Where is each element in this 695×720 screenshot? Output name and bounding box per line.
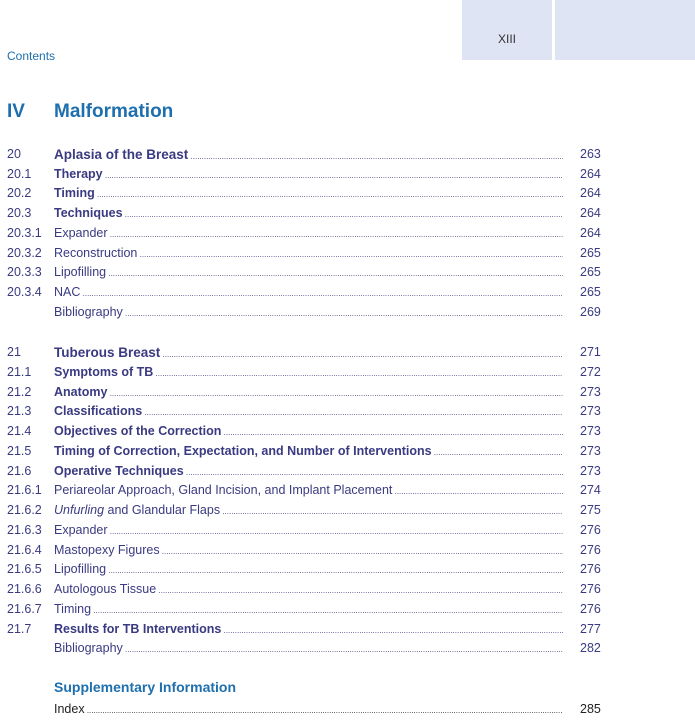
- toc-entry-leader: [54, 265, 563, 279]
- toc-entry-page: 273: [580, 463, 601, 478]
- toc-entry-title: Autologous Tissue: [54, 582, 157, 596]
- toc-entry-number: 20.2: [7, 186, 32, 201]
- toc-entry-leader: [54, 285, 563, 299]
- toc-entry-title: Results for TB Interventions: [54, 621, 222, 636]
- running-title: Contents: [7, 49, 56, 63]
- toc-entry-leader: [54, 424, 563, 438]
- page-number: XIII: [497, 32, 516, 46]
- toc-entry-leader: [54, 464, 563, 478]
- toc-entry-leader: [54, 226, 563, 240]
- toc-entry-page: 265: [580, 245, 601, 260]
- toc-entry-number: 20: [7, 147, 21, 161]
- toc-entry-number: 21.6.1: [7, 483, 42, 498]
- toc-entry-page: 275: [580, 503, 601, 517]
- toc-entry-page: 265: [580, 265, 601, 280]
- toc-entry[interactable]: [0, 345, 695, 363]
- toc-entry-leader: [54, 641, 563, 655]
- toc-entry[interactable]: [0, 365, 695, 383]
- toc-entry[interactable]: [0, 483, 695, 501]
- toc-entry-page: 273: [580, 404, 601, 419]
- toc-entry[interactable]: [0, 424, 695, 442]
- toc-entry-number: 20.3.4: [7, 284, 42, 299]
- toc-entry-leader: [54, 503, 563, 517]
- toc-entry-page: 282: [580, 641, 601, 656]
- toc-entry-page: 277: [580, 621, 601, 636]
- toc-entry[interactable]: [0, 622, 695, 640]
- toc-entry-leader: [54, 206, 563, 220]
- supplementary-heading: Supplementary Information: [54, 679, 237, 695]
- toc-entry[interactable]: [0, 444, 695, 462]
- toc-entry-leader: [54, 702, 563, 716]
- toc-entry-number: 21.7: [7, 621, 32, 636]
- header-box-decor: [555, 0, 695, 60]
- toc-entry[interactable]: [0, 562, 695, 580]
- toc-entry-title: Expander: [54, 522, 108, 537]
- toc-entry-title: Reconstruction: [54, 245, 138, 260]
- toc-entry[interactable]: [0, 641, 695, 659]
- toc-entry-title: Classifications: [54, 404, 143, 419]
- toc-entry[interactable]: [0, 206, 695, 224]
- toc-entry-number: 20.1: [7, 166, 32, 181]
- part-number: IV: [7, 101, 25, 122]
- toc-entry-title: Timing of Correction, Expectation, and Number of Interventions: [54, 443, 432, 458]
- toc-entry[interactable]: [0, 464, 695, 482]
- toc-entry-page: 269: [580, 304, 601, 319]
- toc-entry-number: 21.5: [7, 443, 32, 458]
- toc-entry[interactable]: [0, 543, 695, 561]
- toc-entry-page: 285: [580, 702, 601, 716]
- toc-entry-number: 21.6: [7, 463, 32, 478]
- toc-entry-page: 263: [580, 147, 601, 161]
- toc-entry-page: 273: [580, 443, 601, 458]
- toc-entry-leader: [54, 147, 563, 162]
- toc-entry[interactable]: [0, 246, 695, 264]
- toc-entry[interactable]: [0, 147, 695, 165]
- toc-entry-title: NAC: [54, 284, 81, 299]
- toc-entry-page: 264: [580, 225, 601, 240]
- toc-entry-title: Index: [54, 702, 85, 716]
- toc-entry[interactable]: [0, 285, 695, 303]
- toc-entry-number: 21.6.7: [7, 601, 42, 616]
- toc-entry-leader: [54, 543, 563, 557]
- toc-entry[interactable]: [0, 226, 695, 244]
- toc-entry-number: 21.6.5: [7, 562, 42, 577]
- toc-entry-page: 276: [580, 542, 601, 557]
- toc-entry-page: 264: [580, 206, 601, 221]
- toc-entry[interactable]: [0, 404, 695, 422]
- toc-entry-leader: [54, 582, 563, 596]
- toc-entry-page: 276: [580, 582, 601, 596]
- header-box-page: [462, 0, 552, 60]
- toc-entry-number: 21: [7, 345, 21, 359]
- toc-entry-title: [54, 503, 220, 517]
- toc-entry-title: Techniques: [54, 206, 123, 221]
- toc-entry[interactable]: [0, 265, 695, 283]
- toc-entry-number: 21.6.6: [7, 582, 42, 596]
- toc-entry-title: Operative Techniques: [54, 463, 184, 478]
- toc-entry-page: 276: [580, 601, 601, 616]
- toc-entry-index[interactable]: [0, 702, 695, 720]
- toc-entry-page: 273: [580, 424, 601, 438]
- toc-entry-title: Aplasia of the Breast: [54, 147, 189, 162]
- toc-entry-title: Objectives of the Correction: [54, 424, 222, 438]
- toc-entry-page: 272: [580, 364, 601, 379]
- toc-entry-title-rest: and Glandular Flaps: [104, 503, 221, 517]
- toc-entry[interactable]: [0, 503, 695, 521]
- part-title: Malformation: [54, 101, 174, 122]
- toc-entry-page: 264: [580, 186, 601, 201]
- toc-entry-page: 276: [580, 522, 601, 537]
- toc-entry-title: Bibliography: [54, 304, 123, 319]
- toc-entry-leader: [54, 523, 563, 537]
- toc-entry-title: Periareolar Approach, Gland Incision, and Implant Placement: [54, 483, 393, 498]
- toc-entry[interactable]: [0, 602, 695, 620]
- toc-entry[interactable]: [0, 167, 695, 185]
- toc-entry-page: 271: [580, 345, 601, 359]
- toc-entry-title: Expander: [54, 225, 108, 240]
- toc-entry[interactable]: [0, 582, 695, 600]
- toc-entry-title: Timing: [54, 601, 92, 616]
- toc-entry-number: 20.3: [7, 206, 32, 221]
- toc-entry-leader: [54, 562, 563, 576]
- toc-entry-title: Therapy: [54, 166, 103, 181]
- toc-entry-page: 274: [580, 483, 601, 498]
- toc-entry-title: Timing: [54, 186, 95, 201]
- toc-entry-title-italic: Unfurling: [54, 503, 105, 517]
- toc-entry-title: Bibliography: [54, 641, 123, 656]
- toc-entry-number: 20.3.2: [7, 245, 42, 260]
- toc-entry-title: Mastopexy Figures: [54, 542, 160, 557]
- toc-entry-number: 20.3.3: [7, 265, 42, 280]
- toc-entry-title: Lipofilling: [54, 562, 107, 577]
- toc-entry-page: 276: [580, 562, 601, 577]
- toc-entry-number: 21.4: [7, 424, 32, 438]
- toc-entry[interactable]: [0, 305, 695, 323]
- toc-entry-number: 21.6.3: [7, 522, 42, 537]
- toc-entry-leader: [54, 305, 563, 319]
- toc-entry[interactable]: [0, 385, 695, 403]
- toc-entry-page: 273: [580, 384, 601, 399]
- toc-entry[interactable]: [0, 523, 695, 541]
- toc-entry-leader: [54, 246, 563, 260]
- toc-entry-leader: [54, 622, 563, 636]
- toc-entry-page: 265: [580, 284, 601, 299]
- toc-entry-title: Symptoms of TB: [54, 364, 154, 379]
- toc-entry-title: Tuberous Breast: [54, 345, 161, 360]
- toc-entry-leader: [54, 385, 563, 399]
- toc-entry[interactable]: [0, 186, 695, 204]
- toc-entry-page: 264: [580, 166, 601, 181]
- toc-entry-number: 20.3.1: [7, 225, 42, 240]
- toc-entry-leader: [54, 602, 563, 616]
- toc-entry-leader: [54, 365, 563, 379]
- toc-entry-leader: [54, 186, 563, 200]
- toc-entry-title: Lipofilling: [54, 265, 107, 280]
- toc-entry-number: 21.3: [7, 404, 32, 419]
- toc-entry-number: 21.6.2: [7, 503, 42, 517]
- toc-entry-leader: [54, 444, 563, 458]
- toc-entry-title: Anatomy: [54, 384, 108, 399]
- toc-entry-number: 21.2: [7, 384, 32, 399]
- toc-entry-number: 21.6.4: [7, 542, 42, 557]
- toc-entry-leader: [54, 404, 563, 418]
- toc-entry-number: 21.1: [7, 364, 32, 379]
- toc-entry-leader: [54, 345, 563, 360]
- toc-entry-leader: [54, 167, 563, 181]
- toc-entry-leader: [54, 483, 563, 497]
